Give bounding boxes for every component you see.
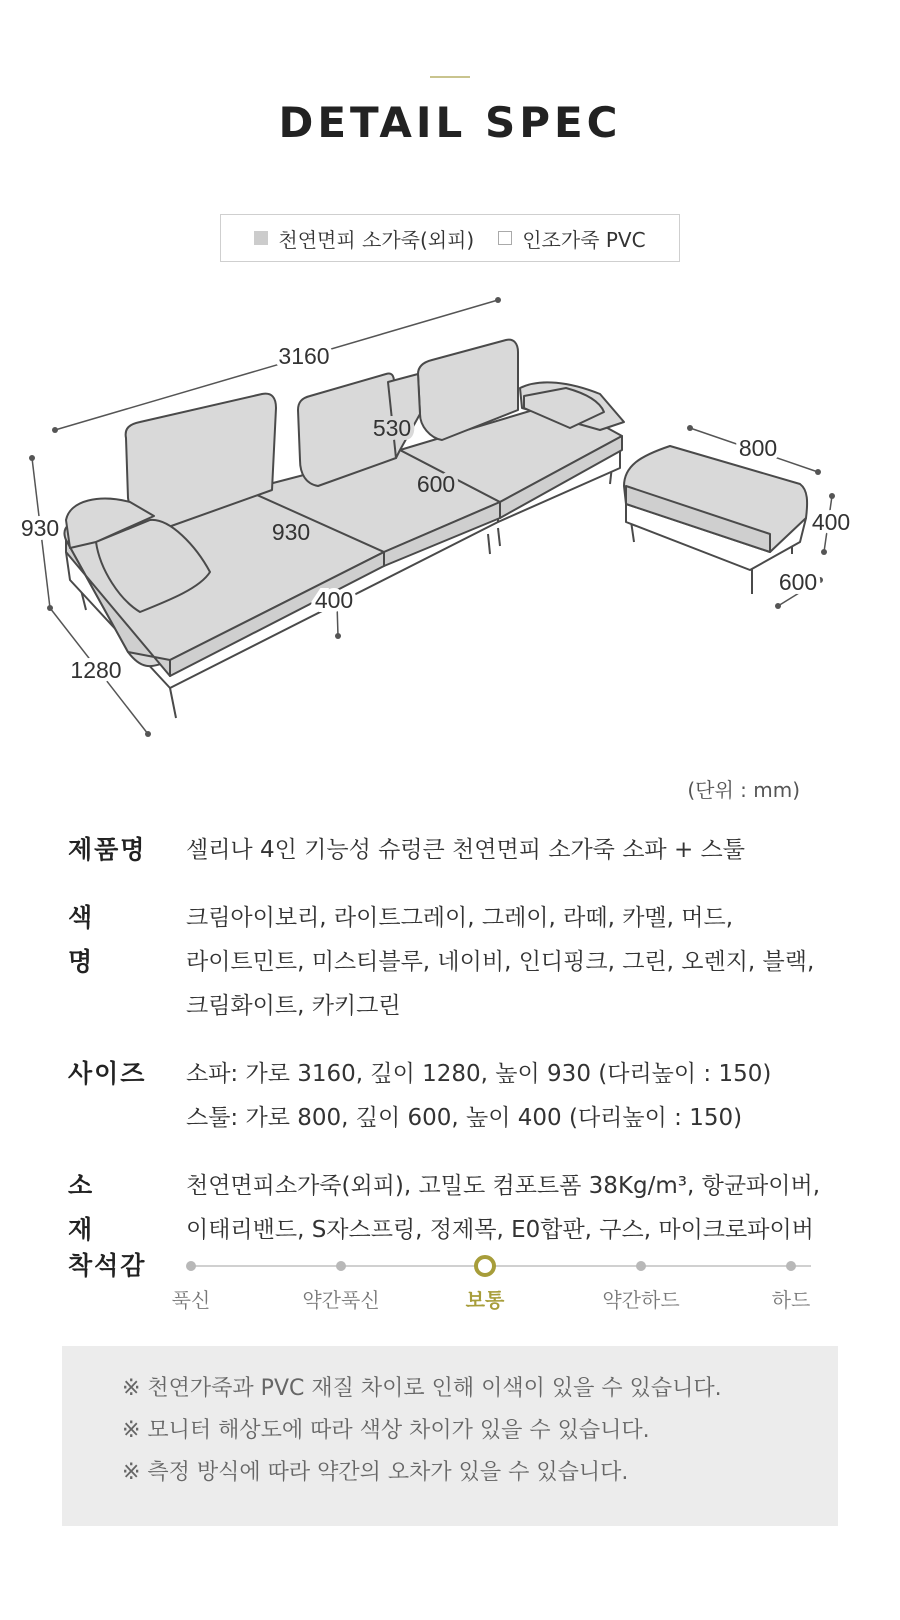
spec-row-size: [68, 1052, 868, 1140]
sofa-dimension-diagram: [0, 290, 900, 770]
empty-square-icon: [498, 231, 512, 245]
spec-label: 소 재: [68, 1171, 123, 1244]
notice-line: ※ 모니터 해상도에 따라 색상 차이가 있을 수 있습니다.: [122, 1418, 650, 1443]
legend-item-pvc: [498, 224, 645, 253]
spec-line: 스툴: 가로 800, 깊이 600, 높이 400 (다리높이 : 150): [186, 1105, 743, 1131]
spec-label: 제품명: [68, 835, 147, 864]
seating-feel-scale: [68, 1246, 848, 1316]
unit-note: (단위 : mm): [687, 778, 800, 802]
spec-line: 크림아이보리, 라이트그레이, 그레이, 라떼, 카멜, 머드,: [186, 905, 733, 931]
dim-stool-height: 400: [811, 509, 851, 535]
spec-line: 크림화이트, 카키그린: [186, 993, 401, 1019]
scale-track: [191, 1265, 811, 1267]
scale-dot-selected: [474, 1255, 496, 1277]
dim-sofa-height: 930: [20, 515, 60, 541]
title-accent-line: [430, 76, 470, 78]
scale-dot: [186, 1261, 196, 1271]
spec-line: 소파: 가로 3160, 깊이 1280, 높이 930 (다리높이 : 150): [186, 1061, 772, 1087]
dim-seat-height: 400: [314, 587, 354, 613]
page-title: DETAIL SPEC: [278, 98, 622, 147]
spec-table: [68, 828, 868, 1276]
material-legend: [220, 214, 680, 262]
spec-value: [186, 1052, 868, 1140]
notice-line: ※ 측정 방식에 따라 약간의 오차가 있을 수 있습니다.: [122, 1460, 629, 1485]
scale-dot: [786, 1261, 796, 1271]
spec-label: 사이즈: [68, 1059, 147, 1088]
spec-line: 라이트민트, 미스티블루, 네이비, 인디핑크, 그린, 오렌지, 블랙,: [186, 949, 815, 975]
scale-dot: [636, 1261, 646, 1271]
legend-label-leather: 천연면피 소가죽(외피): [278, 227, 475, 252]
notice-box: [62, 1346, 838, 1526]
spec-value: [186, 1164, 868, 1252]
legend-label-pvc: 인조가죽 PVC: [522, 227, 646, 252]
spec-line: 천연면피소가죽(외피), 고밀도 컴포트폼 38Kg/m³, 항균파이버,: [186, 1173, 821, 1199]
scale-dot: [336, 1261, 346, 1271]
scale-label: 하드: [771, 1288, 811, 1312]
dim-stool-depth: 600: [778, 569, 818, 595]
spec-line: 이태리밴드, S자스프링, 정제목, E0합판, 구스, 마이크로파이버: [186, 1217, 814, 1243]
dim-chaise-depth: 930: [271, 519, 311, 545]
spec-row-color: [68, 896, 868, 1028]
spec-row-material: [68, 1164, 868, 1252]
spec-value: [186, 896, 868, 1028]
legend-item-leather: [254, 224, 474, 253]
scale-label-selected: 보통: [465, 1288, 505, 1312]
dim-stool-width: 800: [738, 435, 778, 461]
dim-sofa-width: 3160: [278, 343, 330, 369]
spec-row-product-name: [68, 828, 868, 872]
scale-label: 푹신: [171, 1288, 211, 1312]
spec-label: 색 명: [68, 903, 123, 976]
scale-label: 약간하드: [602, 1288, 680, 1312]
spec-value: 셀리나 4인 기능성 슈렁큰 천연면피 소가죽 소파 + 스툴: [186, 837, 745, 863]
notice-line: ※ 천연가죽과 PVC 재질 차이로 인해 이색이 있을 수 있습니다.: [122, 1376, 722, 1401]
seating-feel-label: 착석감: [68, 1251, 147, 1280]
dim-seat-depth: 600: [416, 471, 456, 497]
filled-square-icon: [254, 231, 268, 245]
dim-sofa-depth: 1280: [70, 657, 122, 683]
dim-back-height: 530: [372, 415, 412, 441]
scale-label: 약간푹신: [302, 1288, 380, 1312]
